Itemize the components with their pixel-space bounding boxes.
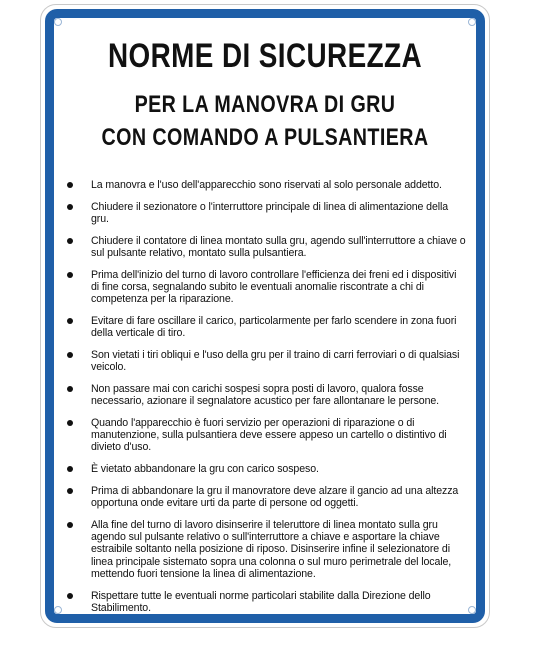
rule-item <box>63 179 467 191</box>
bullet-icon <box>67 204 73 210</box>
rule-item <box>63 417 467 454</box>
rule-text: Alla fine del turno di lavoro disinserire il teleruttore di linea montato sulla gru agendo sul pulsante relativo o sull'interruttore a chiave e asportare la chiave estraibile soltanto nella posizione di riposo. Disinserire infine il selezionatore di linea principale sistemato sopra una colonna o sul muro perimetrale del locale, mettendo fuori tensione la linea di alimentazione. <box>91 519 452 580</box>
mounting-hole-icon <box>54 18 62 26</box>
rule-item <box>63 269 467 306</box>
rule-text: Prima di abbandonare la gru il manovratore deve alzare il gancio ad una altezza opportuna onde evitare urti da parte di persone od oggetti. <box>91 485 459 510</box>
rule-item <box>63 383 467 407</box>
rule-item <box>63 349 467 373</box>
rule-item <box>63 463 467 475</box>
sign-subtitle-line1: PER LA MANOVRA DI GRU <box>134 91 396 118</box>
mounting-hole-icon <box>54 606 62 614</box>
rule-item <box>63 519 467 580</box>
rule-text: Evitare di fare oscillare il carico, particolarmente per farlo scendere in zona fuori della verticale di tiro. <box>91 315 457 340</box>
rule-item <box>63 235 467 259</box>
rule-text: La manovra e l'uso dell'apparecchio sono riservati al solo personale addetto. <box>91 179 442 191</box>
bullet-icon <box>67 318 73 324</box>
bullet-icon <box>67 238 73 244</box>
rule-text: Rispettare tutte le eventuali norme particolari stabilite dalla Direzione dello Stabilimento. <box>91 589 431 614</box>
sign-title: NORME DI SICUREZZA <box>107 37 423 75</box>
rule-text: È vietato abbandonare la gru con carico sospeso. <box>91 463 319 476</box>
bullet-icon <box>67 488 73 494</box>
rule-item <box>63 485 467 509</box>
rule-item <box>63 201 467 225</box>
rule-item <box>63 315 467 339</box>
rule-item <box>63 590 467 614</box>
bullet-icon <box>67 182 73 188</box>
rule-text: Prima dell'inizio del turno di lavoro controllare l'efficienza dei freni ed i dispositivi di fine corsa, segnalando subito le eventuali anomalie riscontrate a chi di competenza per la riparazione. <box>91 268 457 306</box>
mounting-hole-icon <box>468 18 476 26</box>
rules-list <box>63 179 467 624</box>
bullet-icon <box>67 420 73 426</box>
bullet-icon <box>67 352 73 358</box>
bullet-icon <box>67 593 73 599</box>
safety-sign <box>40 4 490 628</box>
mounting-hole-icon <box>468 606 476 614</box>
rule-text: Chiudere il contatore di linea montato sulla gru, agendo sull'interruttore a chiave o sul pulsante relativo, montato sulla pulsantiera. <box>91 234 466 259</box>
bullet-icon <box>67 522 73 528</box>
bullet-icon <box>67 386 73 392</box>
rule-text: Non passare mai con carichi sospesi sopra posti di lavoro, qualora fosse necessario, azionare il segnalatore acustico per fare allontanare le persone. <box>91 383 439 408</box>
rule-text: Son vietati i tiri obliqui e l'uso della gru per il traino di carri ferroviari o di qualsiasi veicolo. <box>91 349 460 374</box>
bullet-icon <box>67 272 73 278</box>
rule-text: Quando l'apparecchio è fuori servizio per operazioni di riparazione o di manutenzione, sulla pulsantiera deve essere appeso un cartello o distintivo di divieto d'uso. <box>91 417 447 454</box>
sign-subtitle-line2: CON COMANDO A PULSANTIERA <box>101 124 429 151</box>
bullet-icon <box>67 466 73 472</box>
rule-text: Chiudere il sezionatore o l'interruttore principale di linea di alimentazione della gru. <box>91 200 449 225</box>
